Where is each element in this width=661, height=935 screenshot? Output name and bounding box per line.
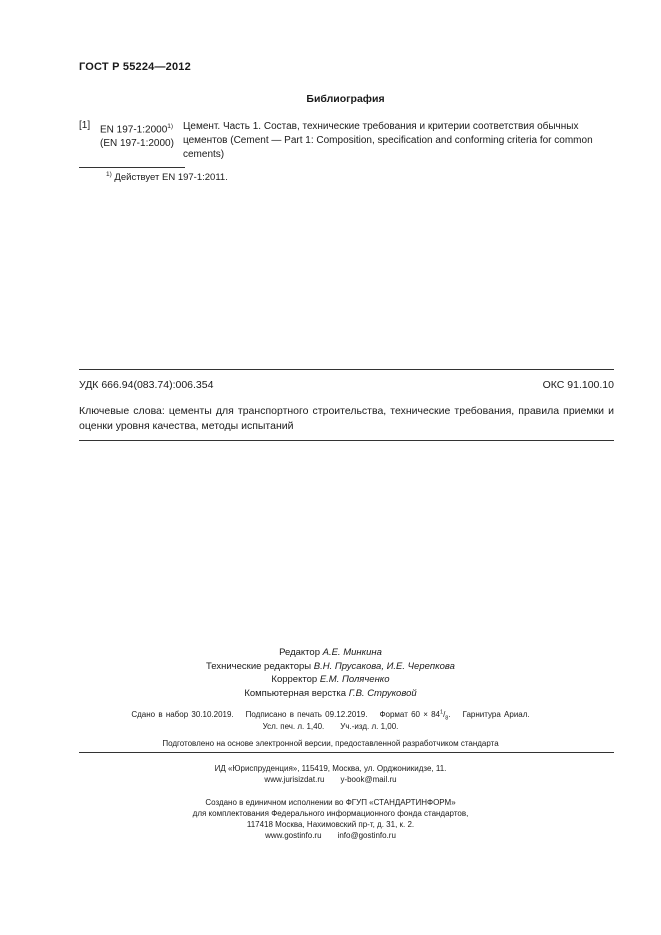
credit-editor-name: А.Е. Минкина: [322, 647, 382, 658]
credit-tech-label: Технические редакторы: [206, 660, 314, 672]
divider-footer: [79, 752, 614, 753]
credit-layout-label: Компьютерная верстка: [244, 687, 349, 699]
print-info-line2: [0, 722, 661, 731]
submitted-date: Сдано в набор 30.10.2019.: [131, 709, 234, 719]
print-info-line1: [0, 709, 661, 721]
credit-editor: [0, 646, 661, 660]
gostinfo-email-link[interactable]: info@gostinfo.ru: [337, 831, 396, 840]
made-by-line3: 117418 Москва, Нахимовский пр-т, д. 31, к. 2.: [246, 820, 415, 829]
bib-entry-code: [100, 120, 174, 151]
paper-format: [379, 709, 451, 722]
bib-entry-code-line2: (EN 197-1:2000): [100, 138, 174, 150]
standard-code-header: ГОСТ Р 55224—2012: [79, 61, 191, 73]
footnote: [106, 171, 228, 183]
footnote-mark: 1): [106, 171, 112, 178]
made-by-block: [0, 797, 661, 841]
typeface: Гарнитура Ариал.: [462, 709, 530, 719]
bib-entry-code-line1: [100, 120, 174, 137]
format-slash: /: [443, 709, 446, 719]
format-base: Формат 60 × 84: [379, 709, 440, 719]
keywords: Ключевые слова: цементы для транспортного строительства, технические требования, правила приемки и оценки уровня качества, методы испытаний: [79, 405, 614, 432]
credit-tech-name: В.Н. Прусакова, И.Е. Черепкова: [313, 660, 455, 672]
publisher-contacts: [0, 774, 661, 785]
made-by-contacts: [0, 830, 661, 841]
udk-code: УДК 666.94(083.74):006.354: [79, 379, 214, 391]
credit-corrector: [0, 673, 661, 687]
divider-top: [79, 369, 614, 370]
format-denominator: 8: [445, 715, 449, 722]
credit-corrector-name: Е.М. Поляченко: [319, 674, 390, 685]
made-by-line2: для комплектования Федерального информационного фонда стандартов,: [192, 809, 469, 818]
bib-entry-number: [1]: [79, 120, 91, 131]
credit-tech-editors: [0, 660, 661, 674]
edit-sheets: Уч.-изд. л. 1,00.: [340, 722, 399, 731]
bibliography-title: [0, 93, 661, 105]
footnote-rule: [79, 167, 185, 168]
format-period: .: [448, 709, 451, 719]
publisher-block: [0, 763, 661, 785]
publisher-address: ИД «Юриспруденция», 115419, Москва, ул. Орджоникидзе, 11.: [214, 764, 447, 773]
footnote-text: Действует EN 197-1:2011.: [111, 172, 228, 184]
credits-block: [0, 646, 661, 700]
print-sheets: Усл. печ. л. 1,40.: [262, 722, 325, 731]
credit-layout-name: Г.В. Струковой: [348, 687, 417, 699]
credit-corrector-label: Корректор: [271, 674, 320, 685]
bib-entry-code-main: EN 197-1:2000: [100, 124, 168, 136]
made-by-line1: Создано в единичном исполнении во ФГУП «СТАНДАРТИНФОРМ»: [205, 798, 456, 807]
oks-code: ОКС 91.100.10: [542, 379, 614, 391]
signed-date: Подписано в печать 09.12.2019.: [245, 709, 368, 719]
format-numerator: 1: [440, 709, 444, 715]
gostinfo-site-link[interactable]: www.gostinfo.ru: [265, 831, 322, 840]
bib-entry-text: Цемент. Часть 1. Состав, технические требования и критерии соответствия обычных цементов (Cement — Part 1: Composition, specification and conforming criteria for common cements): [183, 121, 593, 160]
bibliography-title-text: Библиография: [306, 93, 385, 105]
bib-entry-footnote-mark: 1): [167, 123, 174, 130]
publisher-email-link[interactable]: y-book@mail.ru: [340, 775, 397, 784]
prepared-note: Подготовлено на основе электронной версии, предоставленной разработчиком стандарта: [162, 739, 499, 748]
credit-layout: [0, 687, 661, 701]
divider-bottom: [79, 440, 614, 441]
credit-editor-label: Редактор: [279, 647, 323, 658]
publisher-site-link[interactable]: www.jurisizdat.ru: [264, 775, 325, 784]
